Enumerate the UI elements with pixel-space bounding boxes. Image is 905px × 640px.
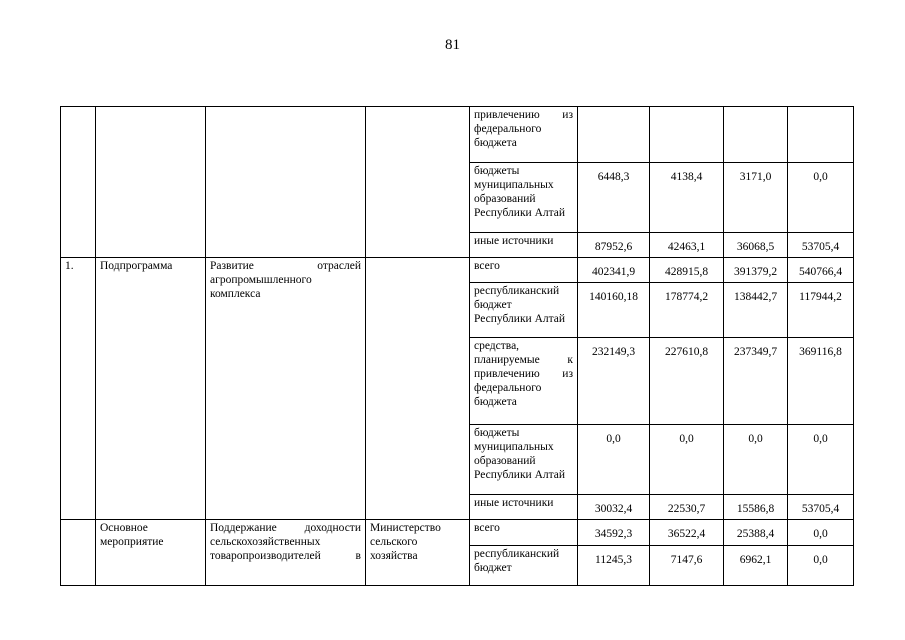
source-cell: всего [470,520,578,546]
value-cell: 391379,2 [724,258,788,283]
number-cell [61,107,96,258]
value-cell: 0,0 [724,425,788,495]
type-cell: Основное мероприятие [96,520,206,586]
value-cell: 53705,4 [788,495,854,520]
value-cell: 36068,5 [724,233,788,258]
value-cell: 4138,4 [650,163,724,233]
value-cell: 36522,4 [650,520,724,546]
source-cell: бюджеты муниципальных образований Республики Алтай [470,163,578,233]
name-cell: Развитие отраслей агропромышленного комплекса [206,258,366,520]
value-cell [578,107,650,163]
type-cell: Подпрограмма [96,258,206,520]
value-cell: 53705,4 [788,233,854,258]
source-cell: иные источники [470,233,578,258]
value-cell: 227610,8 [650,338,724,425]
value-cell [724,107,788,163]
value-cell: 30032,4 [578,495,650,520]
type-cell [96,107,206,258]
value-cell: 0,0 [788,163,854,233]
value-cell: 138442,7 [724,283,788,338]
source-cell: средства, планируемые к привлечению из федерального бюджета [470,338,578,425]
value-cell: 0,0 [788,546,854,586]
value-cell: 540766,4 [788,258,854,283]
value-cell: 87952,6 [578,233,650,258]
number-cell: 1. [61,258,96,520]
source-cell: всего [470,258,578,283]
source-cell: республиканский бюджет Республики Алтай [470,283,578,338]
name-cell [206,107,366,258]
source-cell: бюджеты муниципальных образований Республики Алтай [470,425,578,495]
value-cell: 6448,3 [578,163,650,233]
value-cell: 25388,4 [724,520,788,546]
value-cell: 232149,3 [578,338,650,425]
executor-cell [366,107,470,258]
name-cell: Поддержание доходности сельскохозяйственных товаропроизводителей в [206,520,366,586]
table-row [61,258,854,283]
number-cell [61,520,96,586]
page-number: 81 [445,37,460,53]
budget-table [60,106,854,586]
value-cell: 6962,1 [724,546,788,586]
value-cell: 0,0 [650,425,724,495]
executor-cell: Министерство сельского хозяйства [366,520,470,586]
value-cell: 42463,1 [650,233,724,258]
value-cell [788,107,854,163]
value-cell: 117944,2 [788,283,854,338]
value-cell: 369116,8 [788,338,854,425]
value-cell [650,107,724,163]
value-cell: 15586,8 [724,495,788,520]
value-cell: 402341,9 [578,258,650,283]
value-cell: 0,0 [578,425,650,495]
value-cell: 7147,6 [650,546,724,586]
value-cell: 3171,0 [724,163,788,233]
value-cell: 11245,3 [578,546,650,586]
source-cell: республиканский бюджет [470,546,578,586]
value-cell: 0,0 [788,425,854,495]
value-cell: 428915,8 [650,258,724,283]
source-cell: иные источники [470,495,578,520]
value-cell: 22530,7 [650,495,724,520]
table-row [61,520,854,546]
value-cell: 34592,3 [578,520,650,546]
value-cell: 237349,7 [724,338,788,425]
table-row [61,107,854,163]
value-cell: 0,0 [788,520,854,546]
executor-cell [366,258,470,520]
value-cell: 178774,2 [650,283,724,338]
source-cell: привлечению из федерального бюджета [470,107,578,163]
value-cell: 140160,18 [578,283,650,338]
